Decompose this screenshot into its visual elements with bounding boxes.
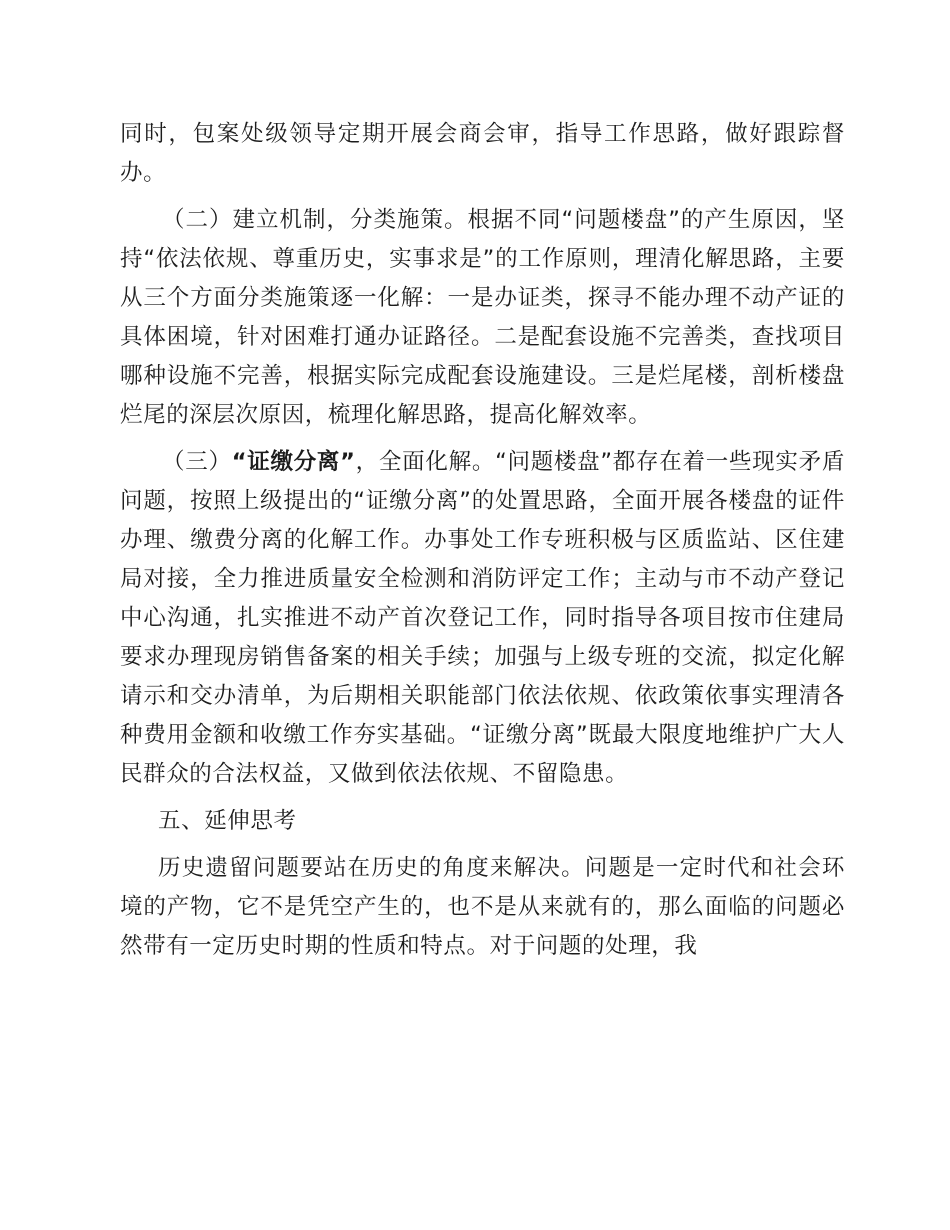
paragraph-extended-thinking: 历史遗留问题要站在历史的角度来解决。问题是一定时代和社会环境的产物，它不是凭空产生的，也不是从来就有的，那么面临的问题必然带有一定历史时期的性质和特点。对于问题的处理，我 [120, 855, 845, 959]
paragraph-continuation: 同时，包案处级领导定期开展会商会审，指导工作思路，做好跟踪督办。 [120, 121, 845, 186]
section-three-bold-title: “证缴分离” [231, 449, 356, 475]
section-three-prefix: （三） [162, 449, 232, 475]
paragraph-section-three [120, 443, 845, 794]
paragraph-section-two: （二）建立机制，分类施策。根据不同“问题楼盘”的产生原因，坚持“依法依规、尊重历史，实事求是”的工作原则，理清化解思路，主要从三个方面分类施策逐一化解：一是办证类，探寻不能办理不动产证的具体困境，针对困难打通办证路径。二是配套设施不完善类，查找项目哪种设施不完善，根据实际完成配套设施建设。三是烂尾楼，剖析楼盘烂尾的深层次原因，梳理化解思路，提高化解效率。 [120, 207, 845, 428]
section-five-heading: 五、延伸思考 [158, 808, 297, 834]
document-page [120, 115, 845, 974]
section-three-body: ，全面化解。“问题楼盘”都存在着一些现实矛盾问题，按照上级提出的“证缴分离”的处置思路，全面开展各楼盘的证件办理、缴费分离的化解工作。办事处工作专班积极与区质监站、区住建局对接，全力推进质量安全检测和消防评定工作；主动与市不动产登记中心沟通，扎实推进不动产首次登记工作，同时指导各项目按市住建局要求办理现房销售备案的相关手续；加强与上级专班的交流，拟定化解请示和交办清单，为后期相关职能部门依法依规、依政策依事实理清各种费用金额和收缴工作夯实基础。“证缴分离”既最大限度地维护广大人民群众的合法权益，又做到依法依规、不留隐患。 [120, 449, 845, 787]
